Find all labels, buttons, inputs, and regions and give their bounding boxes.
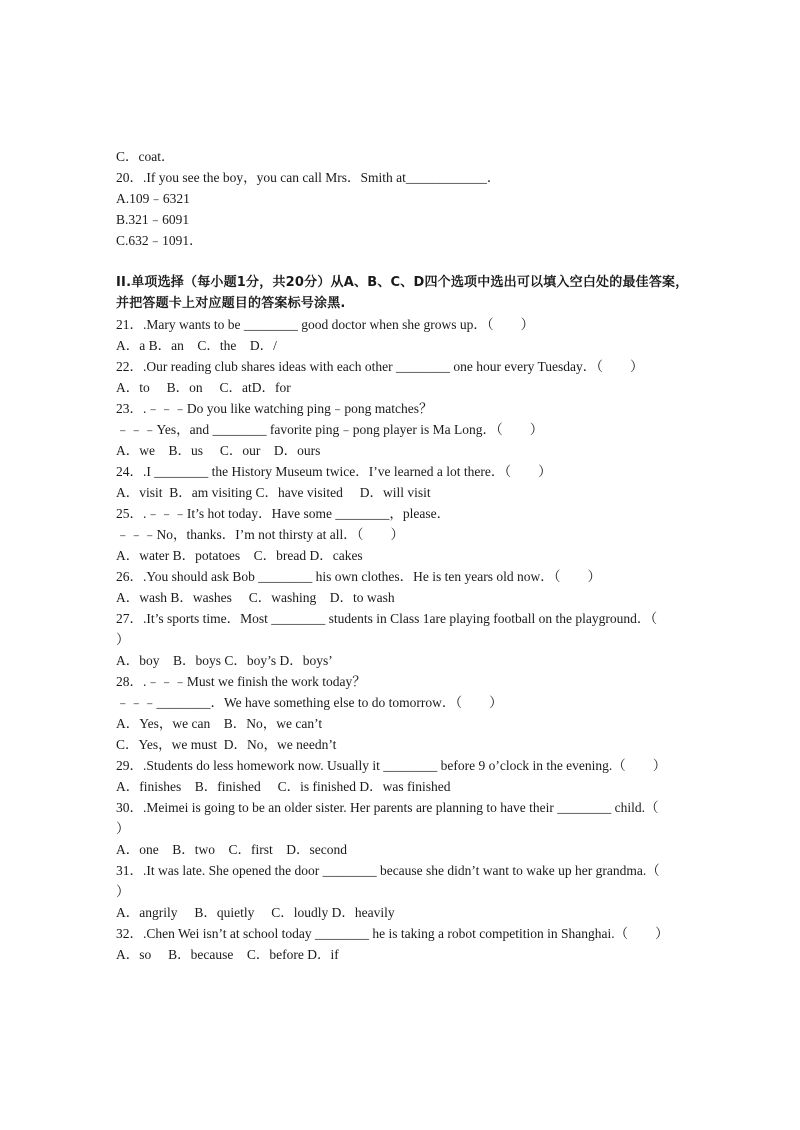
option-line: A．a B．an C．the D．/: [116, 338, 277, 353]
question-line-wrap: ）: [116, 821, 130, 836]
question-line: ﹣﹣﹣________．We have something else to do tomorrow．（ ）: [116, 695, 503, 710]
question-line: 29．.Students do less homework now. Usually it ________ before 9 o’clock in the evening.（ ）: [116, 758, 667, 773]
question-line: 24．.I ________ the History Museum twice．I’ve learned a lot there．（ ）: [116, 464, 552, 479]
option-line: A．finishes B．finished C．is finished D．was finished: [116, 779, 451, 794]
question-line: 20．.If you see the boy，you can call Mrs．Smith at____________．: [116, 170, 501, 185]
question-line: 22．.Our reading club shares ideas with each other ________ one hour every Tuesday．（ ）: [116, 359, 644, 374]
section-heading: [116, 272, 696, 314]
option-line: A．we B．us C．our D．ours: [116, 443, 321, 458]
question-line-wrap: ）: [116, 884, 130, 899]
question-line: 21．.Mary wants to be ________ good doctor when she grows up．（ ）: [116, 317, 535, 332]
section-heading-line-2: 并把答题卡上对应题目的答案标号涂黑.: [116, 296, 346, 311]
option-line: C．coat．: [116, 149, 175, 164]
option-line: C.632﹣1091．: [116, 233, 203, 248]
question-line: 26．.You should ask Bob ________ his own clothes．He is ten years old now．（ ）: [116, 569, 601, 584]
option-line: A．one B．two C．first D．second: [116, 842, 347, 857]
question-line: ﹣﹣﹣No，thanks．I’m not thirsty at all．（ ）: [116, 527, 404, 542]
option-line: A．visit B．am visiting C．have visited D．will visit: [116, 485, 431, 500]
option-line: A．to B．on C．atD．for: [116, 380, 291, 395]
option-line: A.109﹣6321: [116, 191, 190, 206]
question-line: 31．.It was late. She opened the door ________ because she didn’t want to wake up her grandma.（: [116, 863, 660, 878]
question-line: 32．.Chen Wei isn’t at school today ________ he is taking a robot competition in Shanghai.（ ）: [116, 926, 669, 941]
option-line: A．Yes，we can B．No，we can’t: [116, 716, 323, 731]
option-line: A．boy B．boys C．boy’s D．boys’: [116, 653, 333, 668]
section-heading-line-1: II.单项选择（每小题1分，共20分）从A、B、C、D四个选项中选出可以填入空白处的最佳答案，: [116, 275, 689, 290]
option-line: A．water B．potatoes C．bread D．cakes: [116, 548, 363, 563]
option-line: A．wash B．washes C．washing D．to wash: [116, 590, 395, 605]
option-line: C．Yes，we must D．No，we needn’t: [116, 737, 337, 752]
option-line: A．angrily B．quietly C．loudly D．heavily: [116, 905, 395, 920]
option-line: B.321﹣6091: [116, 212, 190, 227]
question-line: 27．.It’s sports time．Most ________ students in Class 1are playing football on the playground．（: [116, 611, 658, 626]
question-line: 28．.﹣﹣﹣Must we finish the work today？: [116, 674, 366, 689]
questions-list: [116, 314, 696, 965]
question-line: ﹣﹣﹣Yes，and ________ favorite ping﹣pong player is Ma Long．（ ）: [116, 422, 544, 437]
question-line: 25．.﹣﹣﹣It’s hot today．Have some ________，please．: [116, 506, 451, 521]
question-line: 30．.Meimei is going to be an older sister. Her parents are planning to have their ________ child.（: [116, 800, 659, 815]
question-line: 23．.﹣﹣﹣Do you like watching ping﹣pong matches？: [116, 401, 433, 416]
option-line: A．so B．because C．before D．if: [116, 947, 339, 962]
exam-page: [116, 146, 696, 965]
question-line-wrap: ）: [116, 632, 130, 647]
question-20-block: [116, 146, 696, 251]
